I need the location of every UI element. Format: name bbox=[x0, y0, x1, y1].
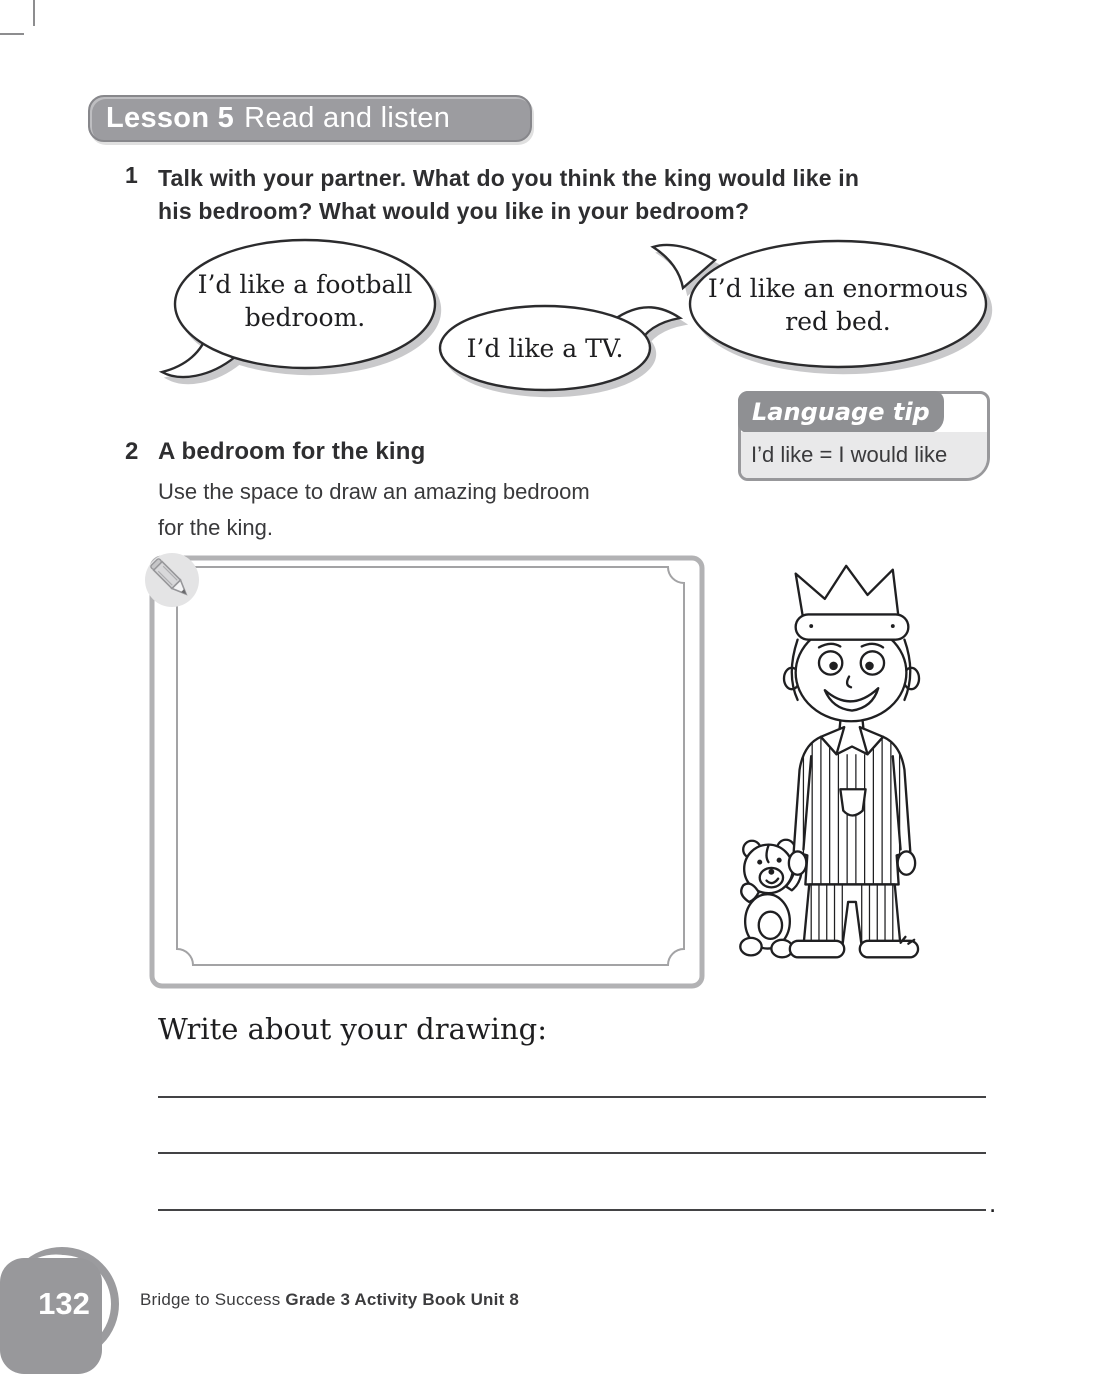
bubble3-line2: red bed. bbox=[785, 307, 891, 336]
language-tip-title: Language tip bbox=[738, 391, 944, 433]
bubble1-line2: bedroom. bbox=[244, 303, 366, 332]
crop-mark-top-horizontal bbox=[0, 33, 24, 35]
king-boy-illustration bbox=[733, 560, 971, 968]
bubble-text-enormous-red-bed bbox=[705, 272, 971, 338]
write-prompt: Write about your drawing: bbox=[158, 1012, 547, 1046]
exercise2-instruction-line2: for the king. bbox=[158, 515, 273, 540]
exercise2-title: A bedroom for the king bbox=[158, 438, 426, 465]
language-tip-body: I’d like = I would like bbox=[741, 432, 987, 478]
writing-line-1[interactable] bbox=[158, 1096, 986, 1098]
language-tip-box bbox=[738, 391, 990, 481]
bubble-text-football-bedroom bbox=[185, 268, 425, 334]
writing-line-2[interactable] bbox=[158, 1152, 986, 1154]
lesson-number-label: Lesson 5 bbox=[106, 102, 235, 134]
bubble-text-tv bbox=[450, 332, 640, 365]
page-number: 132 bbox=[38, 1286, 90, 1321]
exercise2-instruction-line1: Use the space to draw an amazing bedroom bbox=[158, 479, 590, 504]
exercise1-number: 1 bbox=[125, 162, 138, 188]
lesson-header bbox=[88, 95, 532, 142]
footer-book-info bbox=[140, 1290, 519, 1310]
pajama-boy bbox=[784, 566, 919, 957]
bubble2-line1: I’d like a TV. bbox=[466, 334, 624, 363]
pencil-icon bbox=[142, 550, 206, 614]
crown-icon bbox=[796, 566, 909, 640]
speech-bubbles-group bbox=[150, 232, 1010, 410]
crop-mark-top-vertical bbox=[33, 0, 35, 26]
exercise2-instruction bbox=[158, 474, 590, 546]
bubble1-line1: I’d like a football bbox=[197, 270, 413, 299]
exercise1-line2: his bedroom? What would you like in your bedroom? bbox=[158, 198, 750, 224]
exercise1-instruction bbox=[158, 162, 859, 228]
footer-book: Grade 3 Activity Book Unit 8 bbox=[285, 1290, 520, 1309]
line-end-period: . bbox=[989, 1188, 997, 1218]
footer-series: Bridge to Success bbox=[140, 1290, 281, 1309]
lesson-title: Read and listen bbox=[244, 102, 451, 134]
bubble3-line1: I’d like an enormous bbox=[707, 274, 969, 303]
exercise2-number: 2 bbox=[125, 438, 139, 465]
writing-line-3[interactable] bbox=[158, 1209, 986, 1211]
exercise1-line1: Talk with your partner. What do you think the king would like in bbox=[158, 165, 860, 191]
drawing-box[interactable] bbox=[148, 554, 710, 994]
